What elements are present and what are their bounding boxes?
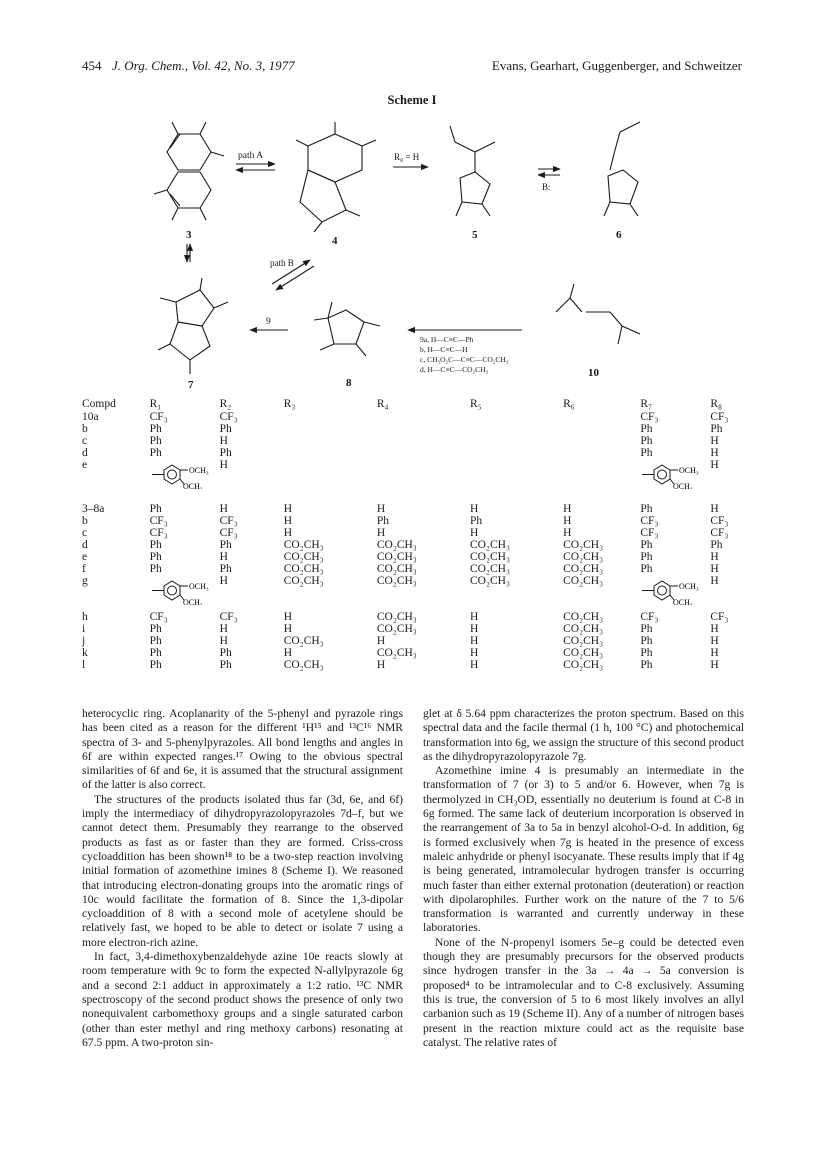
methoxy-label: OCH₃ [673,482,694,489]
compound-id-cell: c [82,527,88,539]
structure-4 [296,122,376,232]
substituent-cell: H [710,647,719,659]
substituent-cell: H [710,659,719,671]
substituent-cell [563,447,640,459]
substituent-cell: Ph [376,515,389,527]
table-row [82,447,747,459]
substituent-cell: H [219,623,228,635]
substituent-cell [377,423,470,435]
dimethoxyphenyl-structure [150,459,220,489]
substituent-cell: CO₂CH₃ [283,539,324,551]
reaction-scheme [110,112,710,390]
substituent-table [82,398,747,671]
substituent-cell: CF₃ [640,611,659,623]
substituent-cell: Ph [149,563,162,575]
table-row [82,411,747,423]
left-column [82,707,403,1050]
scheme-title: Scheme I [387,93,437,107]
substituent-cell: Ph [149,447,162,459]
table-row [82,423,747,435]
compound-id-cell: e [82,551,88,563]
table-row [82,539,747,551]
group-gap [82,495,747,503]
header-r6: R₆ [563,398,575,410]
structure-7 [158,278,228,374]
substituent-cell: Ph [640,539,653,551]
header-r7: R₇ [640,398,653,410]
substituent-cell: CO₂CH₃ [563,659,604,671]
substituent-cell: Ph [640,659,653,671]
substituent-cell: H [710,459,719,471]
methoxy-label: OCH₃ [679,582,700,591]
substituent-cell [284,435,377,447]
substituent-cell: Ph [640,503,653,515]
substituent-cell: Ph [149,435,162,447]
substituent-cell: Ph [149,503,162,515]
compound-id-cell: d [82,539,88,551]
substituent-cell [470,447,563,459]
table-row [82,575,747,611]
substituent-cell: CO₂CH₃ [283,563,324,575]
right-column [423,707,744,1050]
substituent-cell: H [710,503,719,515]
reagent-9a: 9a, H—C≡C—Ph [420,335,474,344]
substituent-cell: Ph [219,659,232,671]
dimethoxyphenyl-structure [150,575,220,605]
table-row [82,515,747,527]
substituent-cell: CF₃ [640,515,659,527]
substituent-cell: CO₂CH₃ [563,635,604,647]
dimethoxyphenyl-structure [640,575,710,605]
structure-3 [154,122,224,220]
substituent-cell: CF₃ [149,611,168,623]
substituent-cell [150,459,220,495]
product-rows [82,503,747,671]
substituent-cell: CF₃ [640,411,659,423]
substituent-cell: H [710,635,719,647]
substituent-cell [377,435,470,447]
paragraph: heterocyclic ring. Acoplanarity of the 5-phenyl and pyrazole rings has been cited as a reason for the different ¹H¹⁵ and ¹³C¹⁶ NMR spectra of 3- and 5-phenylpyrazoles. All bond lengths and angles in 6f are within expected ranges.¹⁷ Owing to the obvious spectral similarities of 6f and 6e, it is assumed that the structural assignment of the latter is also correct. [82,707,403,792]
substituent-cell [284,459,377,495]
paragraph: glet at δ 5.64 ppm characterizes the proton spectrum. Based on this spectral data and the facile thermal (1 h, 100 °C) and photochemical transformation into 6g, we assign the structure of this second product as the dihydropyrazolopyrazole 7g. [423,707,745,763]
substituent-cell: H [283,611,293,623]
substituent-cell: H [469,623,479,635]
methoxy-label: OCH₃ [182,482,203,489]
substituent-cell: H [219,551,228,563]
table-row [82,551,747,563]
substituent-cell: H [469,611,479,623]
substituent-cell: H [283,527,293,539]
paragraph: Azomethine imine 4 is presumably an intermediate in the transformation of 7 (or 3) to 5 and/or 6. However, when 7g is thermolyzed in CH₃OD, essentially no deuterium is found at C-8 in 6g formed. The same lack of deuterium incorporation is observed in the rearrangement of 3a to 5a in benzyl alcohol-O-d. In addition, 6g is formed exclusively when 7g is heated in the presence of excess maleic anhydride or phenyl isocyanate. These results imply that if 4g is being generated, intramolecular hydrogen transfer is occurring much faster than either external protonation (deuteration) or reaction with dipolarophiles. Further work on the nature of the 7 to 5/6 transformation is warranted and currently underway in these laboratories. [423,764,744,935]
author-list: Evans, Gearhart, Guggenberger, and Schweitzer [491,58,742,73]
table-row [82,503,747,515]
substituent-cell: H [283,503,293,515]
substituent-cell: CO₂CH₃ [283,635,324,647]
substituent-cell: CO₂CH₃ [563,551,604,563]
substituent-cell: H [219,459,228,471]
compound-id-cell: 3–8a [82,503,105,515]
substituent-cell: H [376,527,386,539]
compound-id-cell: f [82,563,86,575]
substituent-cell: CO₂CH₃ [563,611,604,623]
compound-number-8: 8 [346,377,352,389]
substituent-cell: Ph [640,423,653,435]
table-row [82,647,747,659]
compound-number-10: 10 [588,367,599,379]
substituent-cell: H [219,575,228,587]
substituent-cell: CF₃ [710,611,729,623]
substituent-cell [284,411,377,423]
substituent-cell: H [219,435,228,447]
header-r5: R₅ [469,398,482,410]
substituent-cell [563,411,640,423]
path-a-label: path A [238,151,264,161]
substituent-cell: H [219,503,228,515]
substituent-cell [640,575,710,611]
substituent-cell: CO₂CH₃ [469,575,510,587]
journal-citation: J. Org. Chem., Vol. 42, No. 3, 1977 [112,58,295,73]
substituent-cell: H [710,447,719,459]
step-9-label: 9 [266,317,271,327]
paragraph: The structures of the products isolated thus far (3d, 6e, and 6f) imply the intermediacy of dihydropyrazolopyrazoles 7d–f, but we cannot detect them. Presumably they rearrange to the observed products as fast as or faster than they are formed. Criss-cross cycloaddition has been shown¹⁸ to be a two-step reaction involving initial formation of azomethine imines 8 (Scheme I). We reasoned that introducing electron-donating groups into the aromatic rings of 10c would facilitate the formation of 8. Since the 1,3-dipolar cycloaddition of 8 with a second mole of acetylene should be relatively fast, we hoped to be able to detect or isolate 7 using a more electron-rich azine. [82,792,403,949]
substituent-cell: H [710,575,719,587]
substituent-cell: H [376,503,386,515]
base-label: B: [542,182,551,192]
substituent-cell: CO₂CH₃ [563,539,604,551]
substituent-cell: Ph [149,551,162,563]
substituent-cell: H [376,659,386,671]
substituent-cell [640,459,710,495]
structure-6 [604,122,640,216]
substituent-cell: H [283,647,293,659]
substituent-cell: CF₃ [219,515,238,527]
substituent-cell: CF₃ [710,515,729,527]
substituent-cell: Ph [149,623,162,635]
substituent-cell: H [469,647,479,659]
substituent-cell [470,435,563,447]
substituent-cell: Ph [149,539,162,551]
compound-number-7: 7 [188,379,194,390]
reagent-9d: d, H—C≡C—CO₂CH₃ [420,365,489,374]
substituent-cell: Ph [640,623,653,635]
substituent-cell: CO₂CH₃ [283,551,324,563]
substituent-cell [563,435,640,447]
scheme-drawing [110,112,710,390]
methoxy-label: OCH₃ [673,598,694,605]
structure-10 [556,284,640,344]
header-r3: R₃ [283,398,296,410]
substituent-cell: Ph [640,635,653,647]
structure-5 [450,126,495,216]
compound-number-6: 6 [616,229,622,241]
table-row [82,563,747,575]
substituent-cell: H [283,623,293,635]
substituent-cell: Ph [710,539,723,551]
substituent-cell: H [563,527,572,539]
substituent-cell: Ph [640,447,653,459]
substituent-cell: H [469,503,479,515]
header-compd: Compd [82,398,116,410]
compound-id-cell: l [82,659,86,671]
substituent-cell: Ph [710,423,723,435]
substituent-cell: H [563,515,572,527]
table-row [82,659,747,671]
substituent-cell: CO₂CH₃ [469,551,510,563]
substituent-cell: Ph [640,647,653,659]
substituent-cell [377,459,470,495]
substituent-cell [377,447,470,459]
substituent-cell: Ph [219,539,232,551]
substituent-cell: Ph [219,563,232,575]
substituent-cell: H [469,527,479,539]
substituent-cell: CO₂CH₃ [376,623,417,635]
substituent-cell: Ph [149,647,162,659]
substituent-cell: CF₃ [149,411,168,423]
path-b-label: path B [270,258,294,268]
substituent-cell: Ph [219,647,232,659]
substituent-cell [470,459,563,495]
substituent-cell: H [376,635,386,647]
header-r8: R₈ [710,398,723,410]
substituent-cell [470,423,563,435]
compound-id-cell: b [82,515,88,527]
table-row [82,459,747,495]
substituent-cell: CF₃ [219,611,238,623]
compound-id-cell: c [82,435,88,447]
substituent-cell: CF₃ [219,411,238,423]
substituent-cell: CO₂CH₃ [283,575,324,587]
table-row [82,527,747,539]
running-header [82,58,742,76]
substituent-cell: CF₃ [219,527,238,539]
methoxy-label: OCH₃ [182,598,203,605]
substituent-cell: Ph [640,435,653,447]
substituent-cell: CO₂CH₃ [376,539,417,551]
r8-h-label: R₈ = H [394,152,420,162]
substituent-cell: CO₂CH₃ [376,611,417,623]
substituent-cell: CO₂CH₃ [469,539,510,551]
substituent-cell: H [710,563,719,575]
compound-id-cell: b [82,423,88,435]
header-r1: R₁ [149,398,162,410]
substituent-cell: CO₂CH₃ [563,575,604,587]
methoxy-label: OCH₃ [188,466,209,475]
substituent-cell: Ph [469,515,483,527]
compound-number-3: 3 [186,229,192,241]
table-row [82,435,747,447]
methoxy-label: OCH₃ [188,582,209,591]
substituent-cell [284,447,377,459]
table-row [82,623,747,635]
substituent-cell: Ph [149,423,162,435]
reagent-9b: b, H—C≡C—H [420,345,468,354]
compound-id-cell: d [82,447,88,459]
substituent-cell: CO₂CH₃ [469,563,510,575]
substituent-cell [377,411,470,423]
substituent-cell [284,423,377,435]
substituent-cell: Ph [640,563,653,575]
substituent-cell: Ph [219,447,232,459]
structure-8 [314,302,380,356]
substituent-cell: Ph [149,635,162,647]
substituent-cell: CO₂CH₃ [563,647,604,659]
substituent-cell: Ph [640,551,653,563]
substituent-cell: H [469,635,479,647]
reagent-9c: c, CH₃O₂C—C≡C—CO₂CH₃ [420,355,509,364]
substituent-cell [563,459,640,495]
compound-number-4: 4 [332,235,338,247]
substituent-cell: CF₃ [149,527,168,539]
table-row [82,611,747,623]
header-r4: R₄ [376,398,389,410]
substituent-cell [150,575,220,611]
compound-id-cell: g [82,575,88,587]
page-number: 454 [82,58,102,73]
substituent-cell: Ph [149,659,162,671]
table-header-row [82,398,747,411]
substituent-cell: H [283,515,293,527]
substituent-cell: CO₂CH₃ [563,623,604,635]
substituent-cell [470,411,563,423]
substituent-cell: H [710,551,719,563]
paragraph: None of the N-propenyl isomers 5e–g could be detected even though they are presumably precursors for the observed products since hydrogen transfer in the 3a → 4a → 5a conversion is proposed⁴ to be intramolecular and to C-8 exclusively. Assuming this is true, the conversion of 5 to 6 most likely involves an allyl carbanion such as 19 (Scheme II). Any of a number of nitrogen bases present in the reaction mixture could act as the requisite base catalyst. The relative rates of [423,935,744,1049]
substituent-cell: CO₂CH₃ [283,659,324,671]
substituent-cell: H [469,659,479,671]
substituent-cell: CF₃ [149,515,168,527]
compound-id-cell: k [82,647,88,659]
compound-id-cell: 10a [82,411,99,423]
compound-id-cell: j [82,635,86,647]
substituent-cell: CF₃ [710,411,729,423]
substituent-cell [563,423,640,435]
azine-rows [82,411,747,495]
substituent-cell: H [219,635,228,647]
substituent-cell: Ph [219,423,232,435]
substituent-cell: CO₂CH₃ [376,551,417,563]
compound-id-cell: i [82,623,86,635]
dimethoxyphenyl-structure [640,459,710,489]
substituent-cell: CF₃ [710,527,729,539]
substituent-cell: H [710,435,719,447]
substituent-cell: CO₂CH₃ [376,647,417,659]
substituent-cell: H [710,623,719,635]
methoxy-label: OCH₃ [679,466,700,475]
table-row [82,635,747,647]
compound-number-5: 5 [472,229,478,241]
substituent-cell: H [563,503,572,515]
substituent-cell: CO₂CH₃ [376,575,417,587]
substituent-cell: CO₂CH₃ [563,563,604,575]
compound-id-cell: h [82,611,88,623]
paragraph: In fact, 3,4-dimethoxybenzaldehyde azine 10e reacts slowly at room temperature with 9c to form the expected N-allylpyrazole 6g and a second 2:1 adduct in approximately a 1:2 ratio. ¹³C NMR spectroscopy of the second product shows the presence of only two nonequivalent carbomethoxy groups and a single saturated carbon (other than ester methyl and ring methoxy carbons) resonating at 67.5 ppm. A two-proton sin- [82,950,403,1049]
compound-id-cell: e [82,459,88,471]
substituent-cell: CO₂CH₃ [376,563,417,575]
header-r2: R₂ [219,398,232,410]
substituent-cell: CF₃ [640,527,659,539]
